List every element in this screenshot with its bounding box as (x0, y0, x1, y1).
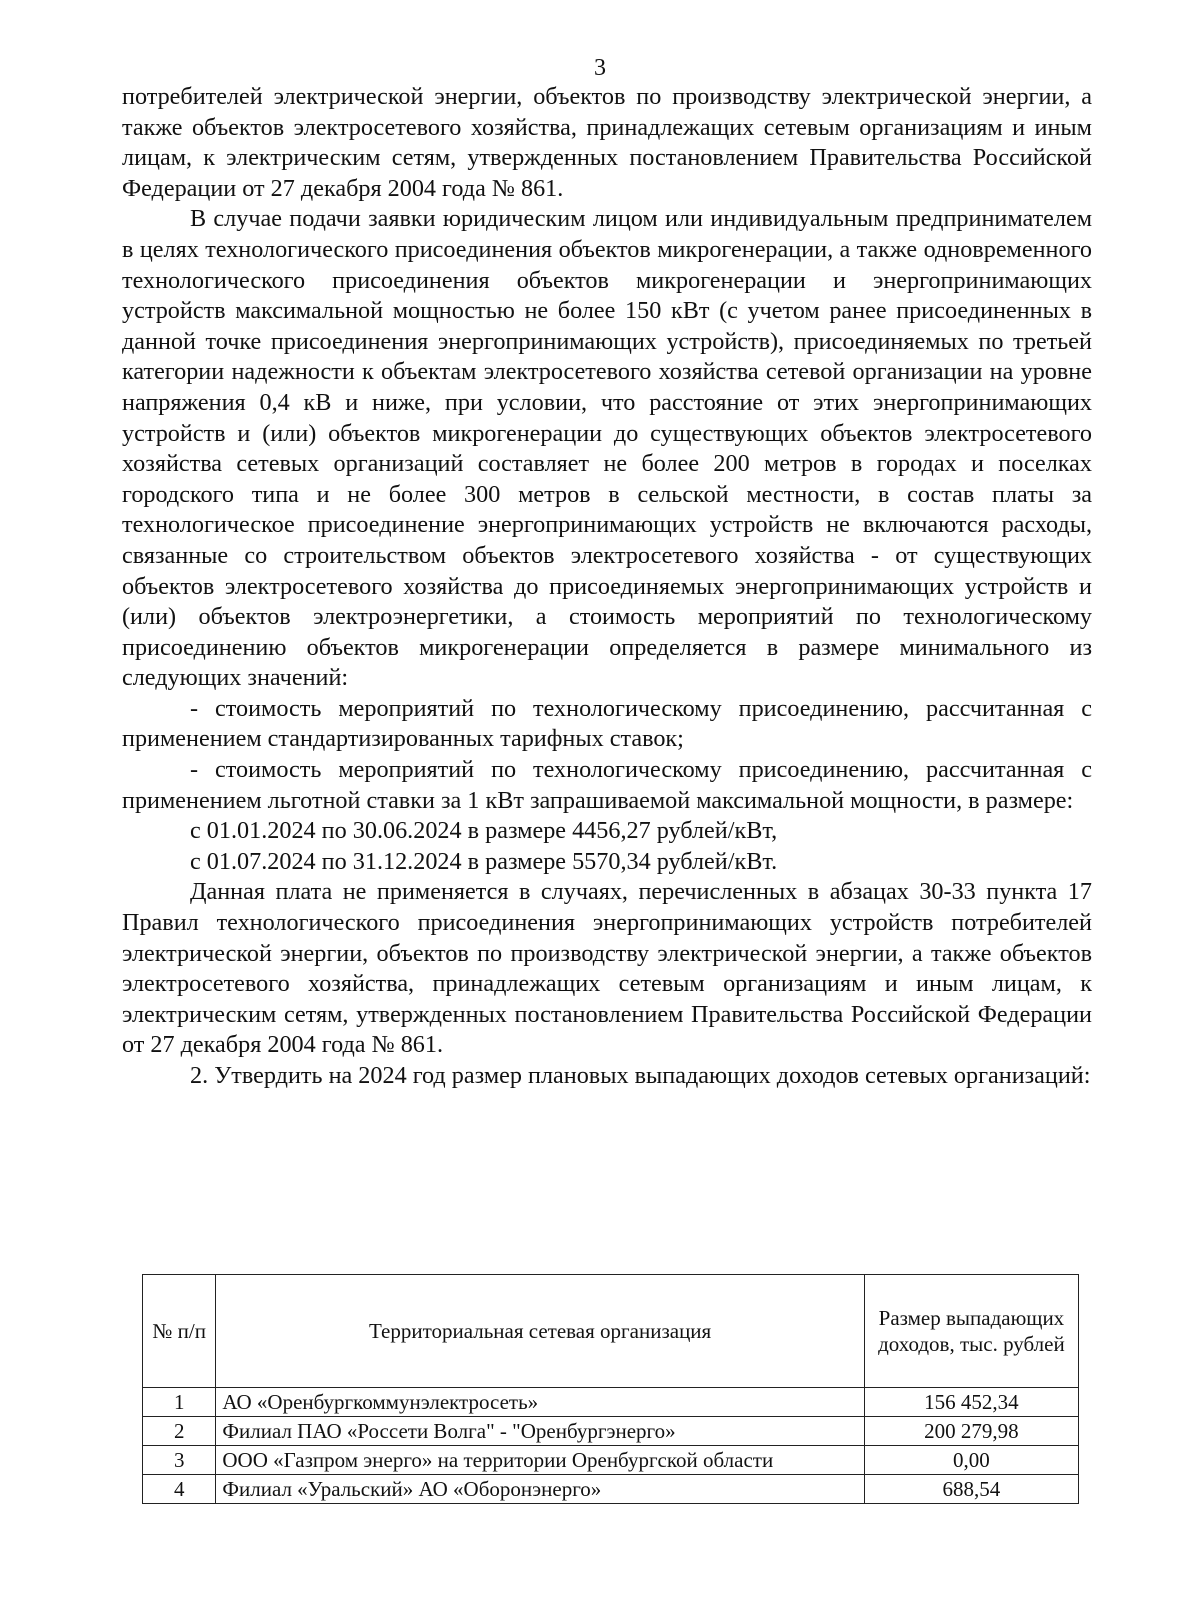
row-organization: Филиал «Уральский» АО «Оборонэнерго» (216, 1475, 864, 1504)
table-row (143, 1446, 1079, 1475)
rate-period-1: с 01.01.2024 по 30.06.2024 в размере 4456,27 рублей/кВт, (190, 817, 778, 845)
lost-revenue-table (142, 1274, 1079, 1504)
paragraph-microgeneration: В случае подачи заявки юридическим лицом или индивидуальным предпринимателем в целях технологического присоединения объектов микрогенерации, а также одновременного технологического присоединения объектов микрогенерации и энергопринимающих устройств максимальной мощностью не более 150 кВт (с учетом ранее присоединенных в данной точке присоединения энергопринимающих устройств), присоединяемых по третьей категории надежности к объектам электросетевого хозяйства сетевой организации на уровне напряжения 0,4 кВ и ниже, при условии, что расстояние от этих энергопринимающих устройств и (или) объектов микрогенерации до существующих объектов электросетевого хозяйства сетевых организаций составляет не более 200 метров в городах и поселках городского типа и не более 300 метров в сельской местности, в состав платы за технологическое присоединение энергопринимающих устройств не включаются расходы, связанные со строительством объектов электросетевого хозяйства - от существующих объектов электросетевого хозяйства до присоединяемых энергопринимающих устройств и (или) объектов электроэнергетики, а стоимость мероприятий по технологическому присоединению объектов микрогенерации определяется в размере минимального из следующих значений: (122, 205, 1092, 692)
header-number: № п/п (143, 1275, 216, 1388)
paragraph-approve-revenue: 2. Утвердить на 2024 год размер плановых выпадающих доходов сетевых организаций: (190, 1062, 1091, 1089)
table-row (143, 1417, 1079, 1446)
row-number: 1 (143, 1388, 216, 1417)
paragraph-continuation: потребителей электрической энергии, объектов по производству электрической энергии, а также объектов электросетевого хозяйства, принадлежащих сетевым организациям и иным лицам, к электрическим сетям, утвержденных постановлением Правительства Российской Федерации от 27 декабря 2004 года № 861. (122, 83, 1092, 202)
paragraph-exceptions: Данная плата не применяется в случаях, перечисленных в абзацах 30-33 пункта 17 Правил технологического присоединения энергопринимающих устройств потребителей электрической энергии, объектов по производству электрической энергии, а также объектов электросетевого хозяйства, принадлежащих сетевым организациям и иным лицам, к электрическим сетям, утвержденных постановлением Правительства Российской Федерации от 27 декабря 2004 года № 861. (122, 878, 1092, 1059)
row-amount: 156 452,34 (864, 1388, 1078, 1417)
table-header-row (143, 1275, 1079, 1388)
row-number: 3 (143, 1446, 216, 1475)
document-body (122, 82, 1092, 1092)
row-number: 2 (143, 1417, 216, 1446)
page-number: 3 (594, 55, 606, 81)
rate-period-2: с 01.07.2024 по 31.12.2024 в размере 5570,34 рублей/кВт. (190, 847, 778, 875)
row-amount: 688,54 (864, 1475, 1078, 1504)
row-organization: АО «Оренбургкоммунэлектросеть» (216, 1388, 864, 1417)
row-number: 4 (143, 1475, 216, 1504)
table-row (143, 1388, 1079, 1417)
header-amount: Размер выпадающих доходов, тыс. рублей (864, 1275, 1078, 1388)
list-item-preferential-rate: - стоимость мероприятий по технологическому присоединению, рассчитанная с применением льготной ставки за 1 кВт запрашиваемой максимальной мощности, в размере: (122, 756, 1092, 814)
header-organization: Территориальная сетевая организация (216, 1275, 864, 1388)
row-amount: 200 279,98 (864, 1417, 1078, 1446)
row-organization: Филиал ПАО «Россети Волга" - "Оренбургэнерго» (216, 1417, 864, 1446)
list-item-standard-rates: - стоимость мероприятий по технологическому присоединению, рассчитанная с применением стандартизированных тарифных ставок; (122, 694, 1092, 753)
row-amount: 0,00 (864, 1446, 1078, 1475)
table-row (143, 1475, 1079, 1504)
row-organization: ООО «Газпром энерго» на территории Оренбургской области (216, 1446, 864, 1475)
